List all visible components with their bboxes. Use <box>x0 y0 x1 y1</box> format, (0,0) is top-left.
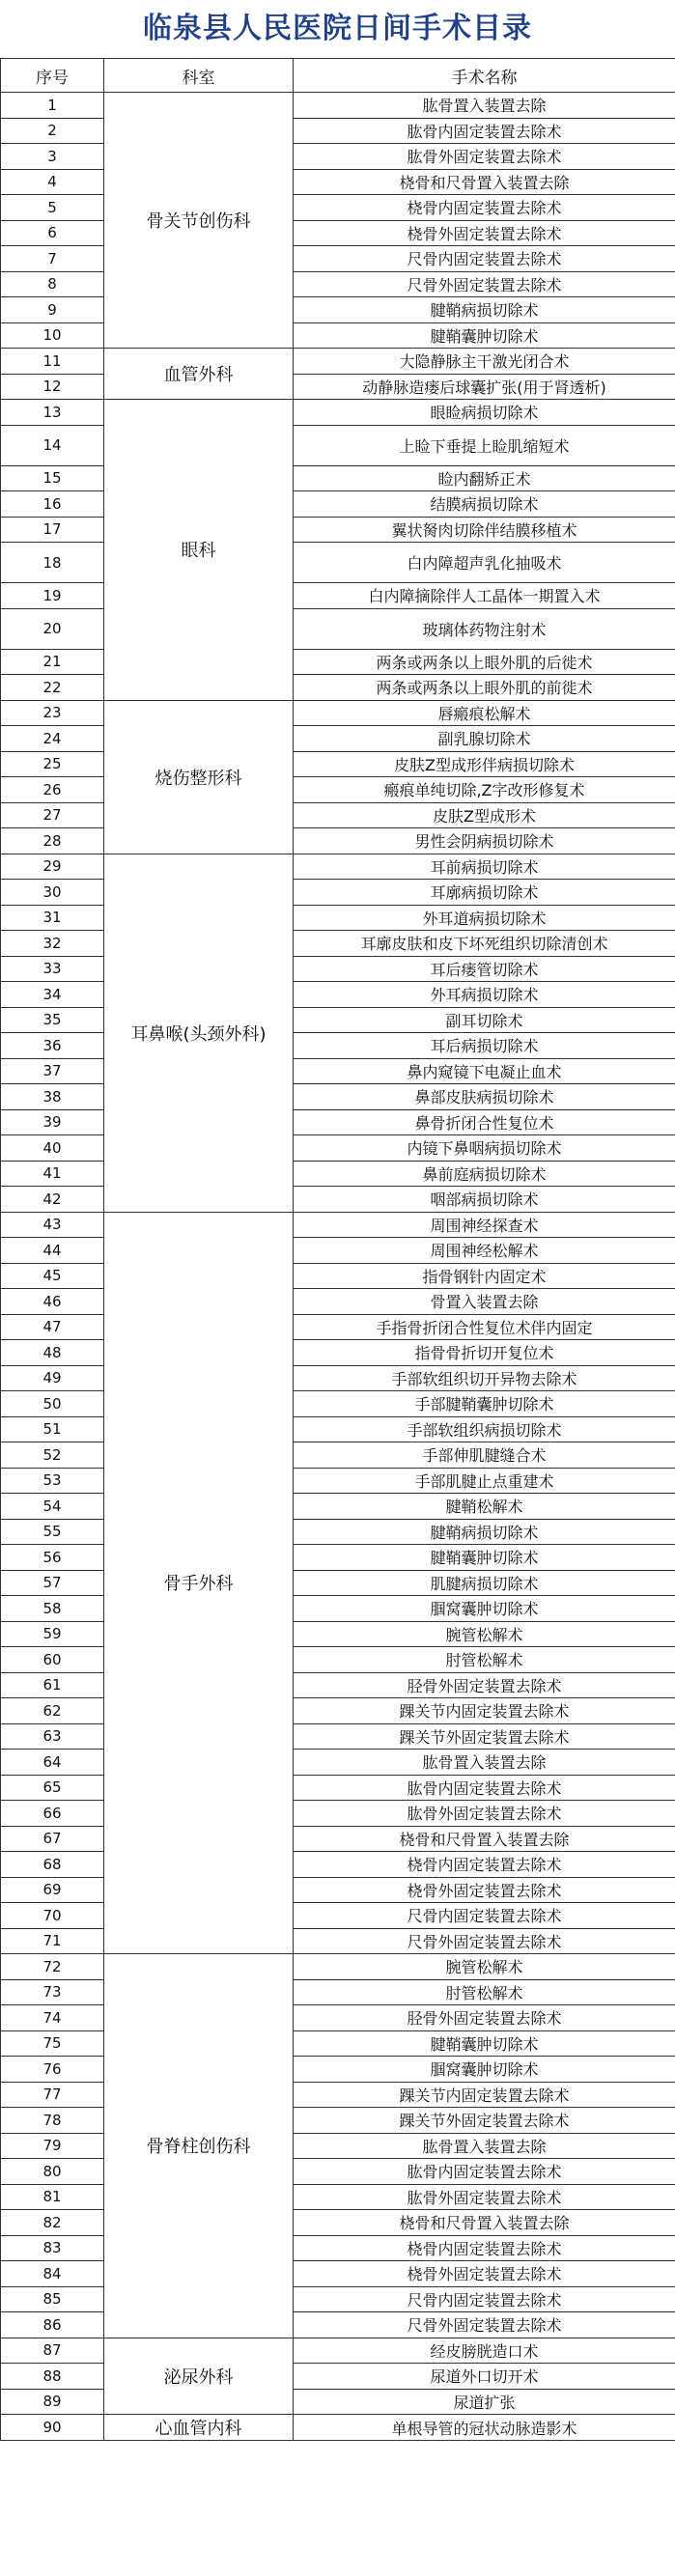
serial-number-cell: 19 <box>1 583 104 609</box>
table-row <box>1 2364 675 2390</box>
surgery-name-cell: 腕管松解术 <box>294 1954 675 1980</box>
surgery-name-cell: 指骨骨折切开复位术 <box>294 1340 675 1366</box>
serial-number-cell: 39 <box>1 1109 104 1135</box>
serial-number-cell: 56 <box>1 1545 104 1571</box>
serial-number-cell: 9 <box>1 297 104 323</box>
department-cell: 心血管内科 <box>104 2415 294 2441</box>
serial-number-cell: 71 <box>1 1928 104 1954</box>
serial-number-cell: 11 <box>1 349 104 375</box>
surgery-name-cell: 肱骨内固定装置去除术 <box>294 118 675 144</box>
serial-number-cell: 6 <box>1 220 104 246</box>
serial-number-cell: 53 <box>1 1468 104 1494</box>
table-row <box>1 1570 675 1596</box>
table-row <box>1 583 675 609</box>
serial-number-cell: 74 <box>1 2005 104 2031</box>
serial-number-cell: 67 <box>1 1826 104 1852</box>
surgery-name-cell: 肘管松解术 <box>294 1647 675 1673</box>
serial-number-cell: 36 <box>1 1033 104 1059</box>
surgery-name-cell: 皮肤Z型成形伴病损切除术 <box>294 751 675 777</box>
surgery-name-cell: 睑内翻矫正术 <box>294 465 675 491</box>
surgery-name-cell: 腘窝囊肿切除术 <box>294 1596 675 1622</box>
table-row <box>1 700 675 726</box>
surgery-name-cell: 肘管松解术 <box>294 1979 675 2005</box>
surgery-name-cell: 鼻前庭病损切除术 <box>294 1161 675 1187</box>
serial-number-cell: 32 <box>1 931 104 957</box>
serial-number-cell: 30 <box>1 880 104 906</box>
department-cell: 烧伤整形科 <box>104 700 294 854</box>
surgery-name-cell: 腱鞘囊肿切除术 <box>294 1545 675 1571</box>
serial-number-cell: 73 <box>1 1979 104 2005</box>
serial-number-cell: 84 <box>1 2261 104 2287</box>
table-row <box>1 1750 675 1776</box>
surgery-name-cell: 肱骨置入装置去除 <box>294 2133 675 2159</box>
surgery-name-cell: 腱鞘囊肿切除术 <box>294 322 675 349</box>
table-row <box>1 169 675 195</box>
table-row <box>1 1391 675 1417</box>
table-row <box>1 1801 675 1827</box>
surgery-name-cell: 肱骨外固定装置去除术 <box>294 1801 675 1827</box>
serial-number-cell: 69 <box>1 1877 104 1903</box>
table-row <box>1 425 675 465</box>
surgery-name-cell: 外耳道病损切除术 <box>294 905 675 931</box>
table-row <box>1 777 675 803</box>
table-row <box>1 1033 675 1059</box>
table-row <box>1 2108 675 2134</box>
serial-number-cell: 35 <box>1 1007 104 1033</box>
serial-number-cell: 45 <box>1 1263 104 1289</box>
surgery-name-cell: 鼻骨折闭合性复位术 <box>294 1109 675 1135</box>
serial-number-cell: 86 <box>1 2312 104 2338</box>
surgery-name-cell: 尺骨外固定装置去除术 <box>294 1928 675 1954</box>
table-row <box>1 118 675 144</box>
surgery-name-cell: 单根导管的冠状动脉造影术 <box>294 2415 675 2441</box>
table-row <box>1 2338 675 2364</box>
surgery-name-cell: 翼状胬肉切除伴结膜移植术 <box>294 517 675 543</box>
serial-number-cell: 31 <box>1 905 104 931</box>
serial-number-cell: 12 <box>1 374 104 400</box>
surgery-name-cell: 唇瘢痕松解术 <box>294 700 675 726</box>
surgery-name-cell: 肱骨外固定装置去除术 <box>294 144 675 170</box>
header-department: 科室 <box>104 59 294 93</box>
serial-number-cell: 43 <box>1 1212 104 1238</box>
serial-number-cell: 1 <box>1 93 104 119</box>
serial-number-cell: 24 <box>1 726 104 752</box>
table-row <box>1 2184 675 2210</box>
table-row <box>1 1058 675 1084</box>
table-row <box>1 1903 675 1929</box>
serial-number-cell: 77 <box>1 2082 104 2108</box>
serial-number-cell: 48 <box>1 1340 104 1366</box>
table-row <box>1 1212 675 1238</box>
table-row <box>1 931 675 957</box>
table-row <box>1 2415 675 2441</box>
table-row <box>1 1928 675 1954</box>
surgery-name-cell: 桡骨外固定装置去除术 <box>294 1877 675 1903</box>
surgery-name-cell: 桡骨内固定装置去除术 <box>294 1852 675 1878</box>
serial-number-cell: 83 <box>1 2235 104 2261</box>
table-row <box>1 1365 675 1391</box>
surgery-catalog-table <box>0 58 675 2441</box>
table-row <box>1 675 675 701</box>
surgery-name-cell: 肱骨置入装置去除 <box>294 93 675 119</box>
serial-number-cell: 42 <box>1 1187 104 1213</box>
serial-number-cell: 3 <box>1 144 104 170</box>
surgery-name-cell: 副乳腺切除术 <box>294 726 675 752</box>
table-row <box>1 465 675 491</box>
table-row <box>1 1723 675 1750</box>
surgery-name-cell: 腱鞘松解术 <box>294 1494 675 1520</box>
surgery-name-cell: 上睑下垂提上睑肌缩短术 <box>294 425 675 465</box>
table-row <box>1 905 675 931</box>
table-row <box>1 297 675 323</box>
serial-number-cell: 27 <box>1 802 104 828</box>
surgery-name-cell: 胫骨外固定装置去除术 <box>294 2005 675 2031</box>
serial-number-cell: 14 <box>1 425 104 465</box>
surgery-name-cell: 尺骨外固定装置去除术 <box>294 271 675 297</box>
serial-number-cell: 70 <box>1 1903 104 1929</box>
surgery-name-cell: 两条或两条以上眼外肌的后徙术 <box>294 649 675 675</box>
table-row <box>1 322 675 349</box>
surgery-name-cell: 肱骨置入装置去除 <box>294 1750 675 1776</box>
serial-number-cell: 52 <box>1 1442 104 1469</box>
table-row <box>1 1468 675 1494</box>
serial-number-cell: 18 <box>1 543 104 583</box>
table-row <box>1 93 675 119</box>
table-row <box>1 2210 675 2236</box>
serial-number-cell: 20 <box>1 608 104 649</box>
surgery-name-cell: 踝关节外固定装置去除术 <box>294 1723 675 1750</box>
serial-number-cell: 62 <box>1 1698 104 1724</box>
serial-number-cell: 10 <box>1 322 104 349</box>
surgery-name-cell: 皮肤Z型成形术 <box>294 802 675 828</box>
surgery-name-cell: 手部软组织切开异物去除术 <box>294 1365 675 1391</box>
table-row <box>1 400 675 426</box>
surgery-name-cell: 咽部病损切除术 <box>294 1187 675 1213</box>
table-row <box>1 2159 675 2185</box>
table-row <box>1 2261 675 2287</box>
surgery-name-cell: 内镜下鼻咽病损切除术 <box>294 1135 675 1162</box>
surgery-name-cell: 眼睑病损切除术 <box>294 400 675 426</box>
table-row <box>1 2235 675 2261</box>
surgery-name-cell: 腱鞘病损切除术 <box>294 297 675 323</box>
serial-number-cell: 41 <box>1 1161 104 1187</box>
table-row <box>1 608 675 649</box>
surgery-name-cell: 尺骨内固定装置去除术 <box>294 1903 675 1929</box>
surgery-name-cell: 耳前病损切除术 <box>294 854 675 880</box>
table-row <box>1 491 675 518</box>
department-cell: 耳鼻喉(头颈外科) <box>104 854 294 1212</box>
table-row <box>1 2005 675 2031</box>
serial-number-cell: 51 <box>1 1416 104 1442</box>
table-row <box>1 2057 675 2083</box>
surgery-name-cell: 尺骨外固定装置去除术 <box>294 2312 675 2338</box>
surgery-name-cell: 桡骨和尺骨置入装置去除 <box>294 2210 675 2236</box>
table-row <box>1 195 675 221</box>
surgery-name-cell: 耳廓病损切除术 <box>294 880 675 906</box>
table-row <box>1 1084 675 1110</box>
serial-number-cell: 65 <box>1 1775 104 1801</box>
surgery-name-cell: 白内障超声乳化抽吸术 <box>294 543 675 583</box>
surgery-name-cell: 手部肌腱止点重建术 <box>294 1468 675 1494</box>
table-row <box>1 1289 675 1315</box>
table-row <box>1 1698 675 1724</box>
serial-number-cell: 55 <box>1 1519 104 1545</box>
surgery-name-cell: 手指骨折闭合性复位术伴内固定 <box>294 1314 675 1340</box>
surgery-name-cell: 桡骨和尺骨置入装置去除 <box>294 169 675 195</box>
serial-number-cell: 47 <box>1 1314 104 1340</box>
table-row <box>1 271 675 297</box>
serial-number-cell: 75 <box>1 2030 104 2057</box>
document-title: 临泉县人民医院日间手术目录 <box>143 12 532 45</box>
table-row <box>1 349 675 375</box>
serial-number-cell: 90 <box>1 2415 104 2441</box>
serial-number-cell: 22 <box>1 675 104 701</box>
serial-number-cell: 4 <box>1 169 104 195</box>
table-row <box>1 726 675 752</box>
serial-number-cell: 38 <box>1 1084 104 1110</box>
surgery-name-cell: 胫骨外固定装置去除术 <box>294 1672 675 1698</box>
table-row <box>1 1954 675 1980</box>
table-row <box>1 880 675 906</box>
table-row <box>1 2286 675 2312</box>
table-row <box>1 802 675 828</box>
department-cell: 血管外科 <box>104 349 294 400</box>
surgery-name-cell: 肱骨外固定装置去除术 <box>294 2184 675 2210</box>
serial-number-cell: 16 <box>1 491 104 518</box>
serial-number-cell: 44 <box>1 1238 104 1264</box>
table-row <box>1 2030 675 2057</box>
surgery-name-cell: 尺骨内固定装置去除术 <box>294 2286 675 2312</box>
table-row <box>1 1007 675 1033</box>
department-cell: 骨脊柱创伤科 <box>104 1954 294 2338</box>
serial-number-cell: 23 <box>1 700 104 726</box>
surgery-name-cell: 大隐静脉主干激光闭合术 <box>294 349 675 375</box>
surgery-name-cell: 桡骨内固定装置去除术 <box>294 195 675 221</box>
serial-number-cell: 21 <box>1 649 104 675</box>
department-cell: 泌尿外科 <box>104 2338 294 2415</box>
header-surgery-name: 手术名称 <box>294 59 675 93</box>
serial-number-cell: 57 <box>1 1570 104 1596</box>
surgery-name-cell: 两条或两条以上眼外肌的前徙术 <box>294 675 675 701</box>
surgery-name-cell: 尿道外口切开术 <box>294 2364 675 2390</box>
table-row <box>1 1979 675 2005</box>
table-row <box>1 246 675 272</box>
surgery-name-cell: 指骨钢针内固定术 <box>294 1263 675 1289</box>
table-row <box>1 828 675 854</box>
surgery-name-cell: 鼻部皮肤病损切除术 <box>294 1084 675 1110</box>
serial-number-cell: 78 <box>1 2108 104 2134</box>
surgery-name-cell: 骨置入装置去除 <box>294 1289 675 1315</box>
table-row <box>1 1877 675 1903</box>
serial-number-cell: 2 <box>1 118 104 144</box>
serial-number-cell: 17 <box>1 517 104 543</box>
table-row <box>1 1263 675 1289</box>
serial-number-cell: 26 <box>1 777 104 803</box>
serial-number-cell: 28 <box>1 828 104 854</box>
serial-number-cell: 81 <box>1 2184 104 2210</box>
surgery-name-cell: 结膜病损切除术 <box>294 491 675 518</box>
serial-number-cell: 66 <box>1 1801 104 1827</box>
surgery-name-cell: 腕管松解术 <box>294 1621 675 1647</box>
table-row <box>1 144 675 170</box>
serial-number-cell: 58 <box>1 1596 104 1622</box>
table-row <box>1 982 675 1008</box>
serial-number-cell: 29 <box>1 854 104 880</box>
table-row <box>1 543 675 583</box>
serial-number-cell: 59 <box>1 1621 104 1647</box>
surgery-name-cell: 男性会阴病损切除术 <box>294 828 675 854</box>
surgery-name-cell: 手部腱鞘囊肿切除术 <box>294 1391 675 1417</box>
serial-number-cell: 46 <box>1 1289 104 1315</box>
table-row <box>1 1775 675 1801</box>
serial-number-cell: 40 <box>1 1135 104 1162</box>
surgery-name-cell: 动静脉造瘘后球囊扩张(用于肾透析) <box>294 374 675 400</box>
surgery-name-cell: 踝关节外固定装置去除术 <box>294 2108 675 2134</box>
table-row <box>1 1519 675 1545</box>
table-row <box>1 1647 675 1673</box>
serial-number-cell: 33 <box>1 956 104 982</box>
table-row <box>1 956 675 982</box>
table-row <box>1 1161 675 1187</box>
serial-number-cell: 85 <box>1 2286 104 2312</box>
table-row <box>1 1109 675 1135</box>
serial-number-cell: 13 <box>1 400 104 426</box>
table-row <box>1 2312 675 2338</box>
serial-number-cell: 72 <box>1 1954 104 1980</box>
surgery-name-cell: 经皮膀胱造口术 <box>294 2338 675 2364</box>
surgery-name-cell: 踝关节内固定装置去除术 <box>294 1698 675 1724</box>
table-row <box>1 2082 675 2108</box>
serial-number-cell: 64 <box>1 1750 104 1776</box>
table-row <box>1 854 675 880</box>
table-row <box>1 220 675 246</box>
serial-number-cell: 15 <box>1 465 104 491</box>
serial-number-cell: 80 <box>1 2159 104 2185</box>
table-row <box>1 1596 675 1622</box>
serial-number-cell: 61 <box>1 1672 104 1698</box>
table-row <box>1 649 675 675</box>
table-row <box>1 1621 675 1647</box>
surgery-name-cell: 腱鞘病损切除术 <box>294 1519 675 1545</box>
surgery-name-cell: 肱骨内固定装置去除术 <box>294 1775 675 1801</box>
serial-number-cell: 7 <box>1 246 104 272</box>
serial-number-cell: 79 <box>1 2133 104 2159</box>
serial-number-cell: 25 <box>1 751 104 777</box>
header-serial-number: 序号 <box>1 59 104 93</box>
surgery-name-cell: 白内障摘除伴人工晶体一期置入术 <box>294 583 675 609</box>
surgery-name-cell: 踝关节内固定装置去除术 <box>294 2082 675 2108</box>
serial-number-cell: 5 <box>1 195 104 221</box>
surgery-name-cell: 瘢痕单纯切除,Z字改形修复术 <box>294 777 675 803</box>
table-row <box>1 1672 675 1698</box>
serial-number-cell: 63 <box>1 1723 104 1750</box>
surgery-name-cell: 周围神经探查术 <box>294 1212 675 1238</box>
surgery-name-cell: 耳廓皮肤和皮下坏死组织切除清创术 <box>294 931 675 957</box>
surgery-name-cell: 手部伸肌腱缝合术 <box>294 1442 675 1469</box>
serial-number-cell: 54 <box>1 1494 104 1520</box>
surgery-name-cell: 腱鞘囊肿切除术 <box>294 2030 675 2057</box>
surgery-name-cell: 桡骨外固定装置去除术 <box>294 220 675 246</box>
serial-number-cell: 37 <box>1 1058 104 1084</box>
serial-number-cell: 68 <box>1 1852 104 1878</box>
surgery-name-cell: 肱骨内固定装置去除术 <box>294 2159 675 2185</box>
table-row <box>1 1135 675 1162</box>
table-row <box>1 2133 675 2159</box>
surgery-name-cell: 玻璃体药物注射术 <box>294 608 675 649</box>
surgery-name-cell: 桡骨外固定装置去除术 <box>294 2261 675 2287</box>
table-row <box>1 1494 675 1520</box>
surgery-name-cell: 尿道扩张 <box>294 2389 675 2415</box>
table-row <box>1 1852 675 1878</box>
surgery-name-cell: 肌腱病损切除术 <box>294 1570 675 1596</box>
serial-number-cell: 8 <box>1 271 104 297</box>
department-cell: 骨关节创伤科 <box>104 93 294 349</box>
table-row <box>1 1238 675 1264</box>
surgery-name-cell: 桡骨和尺骨置入装置去除 <box>294 1826 675 1852</box>
table-row <box>1 1826 675 1852</box>
serial-number-cell: 89 <box>1 2389 104 2415</box>
table-body <box>1 93 675 2441</box>
department-cell: 骨手外科 <box>104 1212 294 1954</box>
surgery-name-cell: 耳后病损切除术 <box>294 1033 675 1059</box>
serial-number-cell: 34 <box>1 982 104 1008</box>
serial-number-cell: 50 <box>1 1391 104 1417</box>
table-row <box>1 1187 675 1213</box>
table-row <box>1 1545 675 1571</box>
serial-number-cell: 88 <box>1 2364 104 2390</box>
surgery-name-cell: 腘窝囊肿切除术 <box>294 2057 675 2083</box>
table-row <box>1 517 675 543</box>
table-row <box>1 1340 675 1366</box>
department-cell: 眼科 <box>104 400 294 701</box>
surgery-name-cell: 副耳切除术 <box>294 1007 675 1033</box>
table-row <box>1 1442 675 1469</box>
serial-number-cell: 49 <box>1 1365 104 1391</box>
serial-number-cell: 60 <box>1 1647 104 1673</box>
table-row <box>1 751 675 777</box>
serial-number-cell: 76 <box>1 2057 104 2083</box>
table-row <box>1 374 675 400</box>
surgery-name-cell: 鼻内窥镜下电凝止血术 <box>294 1058 675 1084</box>
table-row <box>1 1314 675 1340</box>
surgery-name-cell: 外耳病损切除术 <box>294 982 675 1008</box>
table-header-row <box>1 59 675 93</box>
surgery-name-cell: 耳后瘘管切除术 <box>294 956 675 982</box>
surgery-name-cell: 尺骨内固定装置去除术 <box>294 246 675 272</box>
surgery-name-cell: 周围神经松解术 <box>294 1238 675 1264</box>
surgery-name-cell: 手部软组织病损切除术 <box>294 1416 675 1442</box>
serial-number-cell: 82 <box>1 2210 104 2236</box>
table-row <box>1 1416 675 1442</box>
serial-number-cell: 87 <box>1 2338 104 2364</box>
table-row <box>1 2389 675 2415</box>
surgery-name-cell: 桡骨内固定装置去除术 <box>294 2235 675 2261</box>
